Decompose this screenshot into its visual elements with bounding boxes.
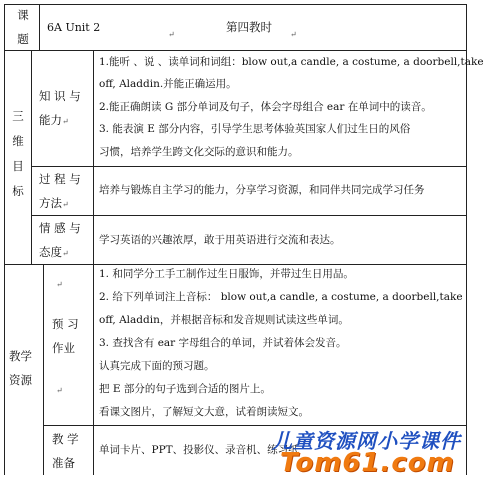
knowledge-label: 知 识 与 能力↵ [39, 89, 81, 127]
emotion-label: 情 感 与 态度↵ [39, 221, 81, 259]
process-content: 培养与锻炼自主学习的能力，分享学习资源，和同伴共同完成学习任务 [99, 184, 425, 196]
lesson-title: 第四教时 [226, 20, 272, 34]
objectives-label: 三 维 目 标 [12, 109, 24, 198]
prep-content: 单词卡片、PPT、投影仪、录音机、练习纸 [99, 444, 299, 456]
preview-label: 预 习 作业 [52, 317, 79, 355]
emotion-content: 学习英语的兴趣浓厚，敢于用英语进行交流和表达。 [99, 234, 341, 246]
watermark-logo: Tom61.com [280, 448, 455, 478]
resources-label: 教学 资源 [9, 349, 32, 387]
process-label: 过 程 与 方法↵ [39, 172, 81, 210]
watermark-cn: 儿童资源网小学课件 [272, 429, 461, 453]
title-label: 课 题 [17, 8, 29, 46]
unit-title: 6A Unit 2 [47, 21, 101, 34]
prep-label: 教 学 准备 [52, 432, 79, 470]
